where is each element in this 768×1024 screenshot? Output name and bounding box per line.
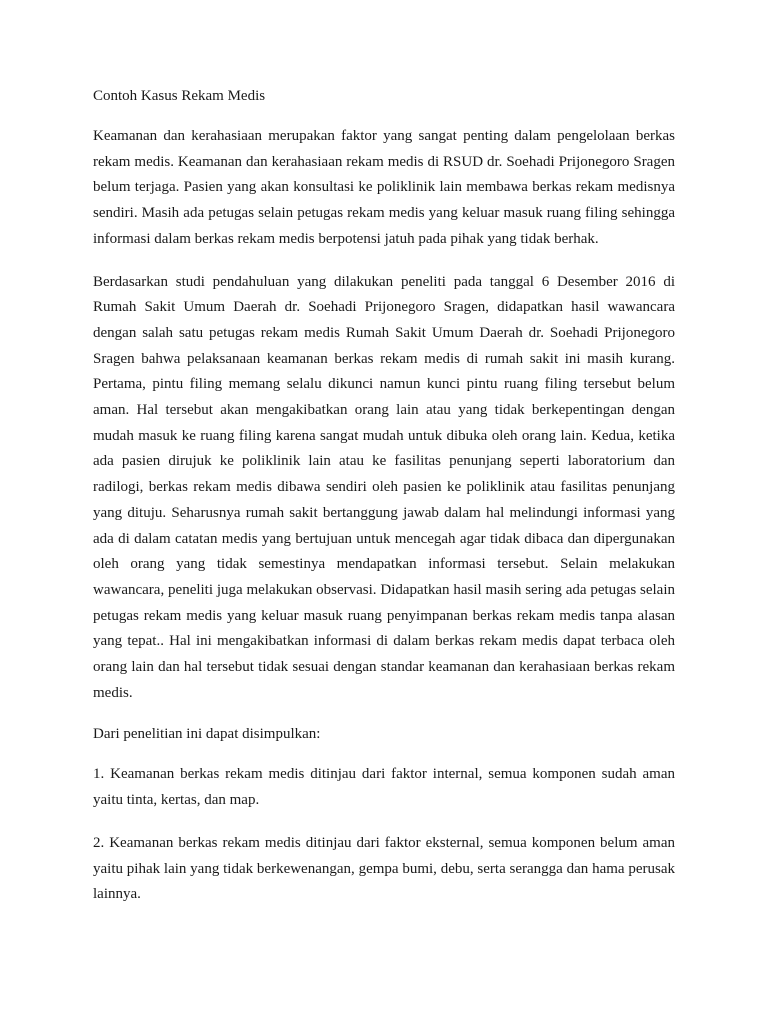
paragraph-intro-security: Keamanan dan kerahasiaan merupakan faktor yang sangat penting dalam pengelolaan berkas rekam medis. Keamanan dan kerahasiaan rekam medis di RSUD dr. Soehadi Prijonegoro Sragen belum terjaga. Pasien yang akan konsultasi ke poliklinik lain membawa berkas rekam medisnya sendiri. Masih ada petugas selain petugas rekam medis yang keluar masuk ruang filing sehingga informasi dalam berkas rekam medis berpotensi jatuh pada pihak yang tidak berhak. bbox=[93, 128, 675, 247]
conclusion-intro: Dari penelitian ini dapat disimpulkan: bbox=[93, 726, 321, 743]
conclusion-item-external: 2. Keamanan berkas rekam medis ditinjau dari faktor eksternal, semua komponen belum aman yaitu pihak lain yang tidak berkewenangan, gempa bumi, debu, serta serangga dan hama perusak lainnya. bbox=[93, 834, 675, 903]
conclusion-item-internal: 1. Keamanan berkas rekam medis ditinjau dari faktor internal, semua komponen sudah aman yaitu tinta, kertas, dan map. bbox=[93, 766, 675, 809]
paragraph-preliminary-study: Berdasarkan studi pendahuluan yang dilakukan peneliti pada tanggal 6 Desember 2016 di Rumah Sakit Umum Daerah dr. Soehadi Prijonegoro Sragen, didapatkan hasil wawancara dengan salah satu petugas rekam medis Rumah Sakit Umum Daerah dr. Soehadi Prijonegoro Sragen bahwa pelaksanaan keamanan berkas rekam medis di rumah sakit ini masih kurang. Pertama, pintu filing memang selalu dikunci namun kunci pintu ruang filing tersebut belum aman. Hal tersebut akan mengakibatkan orang lain atau yang tidak berkepentingan dengan mudah masuk ke ruang filing karena sangat mudah untuk dibuka oleh orang lain. Kedua, ketika ada pasien dirujuk ke poliklinik lain atau ke fasilitas penunjang seperti laboratorium dan radilogi, berkas rekam medis dibawa sendiri oleh pasien ke poliklinik atau fasilitas penunjang yang dituju. Seharusnya rumah sakit bertanggung jawab dalam hal melindungi informasi yang ada di dalam catatan medis yang bertujuan untuk mencegah agar tidak dibaca dan dipergunakan oleh orang yang tidak semestinya mendapatkan informasi tersebut. Selain melakukan wawancara, peneliti juga melakukan observasi. Didapatkan hasil masih sering ada petugas selain petugas rekam medis yang keluar masuk ruang penyimpanan berkas rekam medis tanpa alasan yang tepat.. Hal ini mengakibatkan informasi di dalam berkas rekam medis dapat terbaca oleh orang lain dan hal tersebut tidak sesuai dengan standar keamanan dan kerahasiaan berkas rekam medis. bbox=[93, 273, 675, 701]
document-title: Contoh Kasus Rekam Medis bbox=[93, 88, 266, 104]
